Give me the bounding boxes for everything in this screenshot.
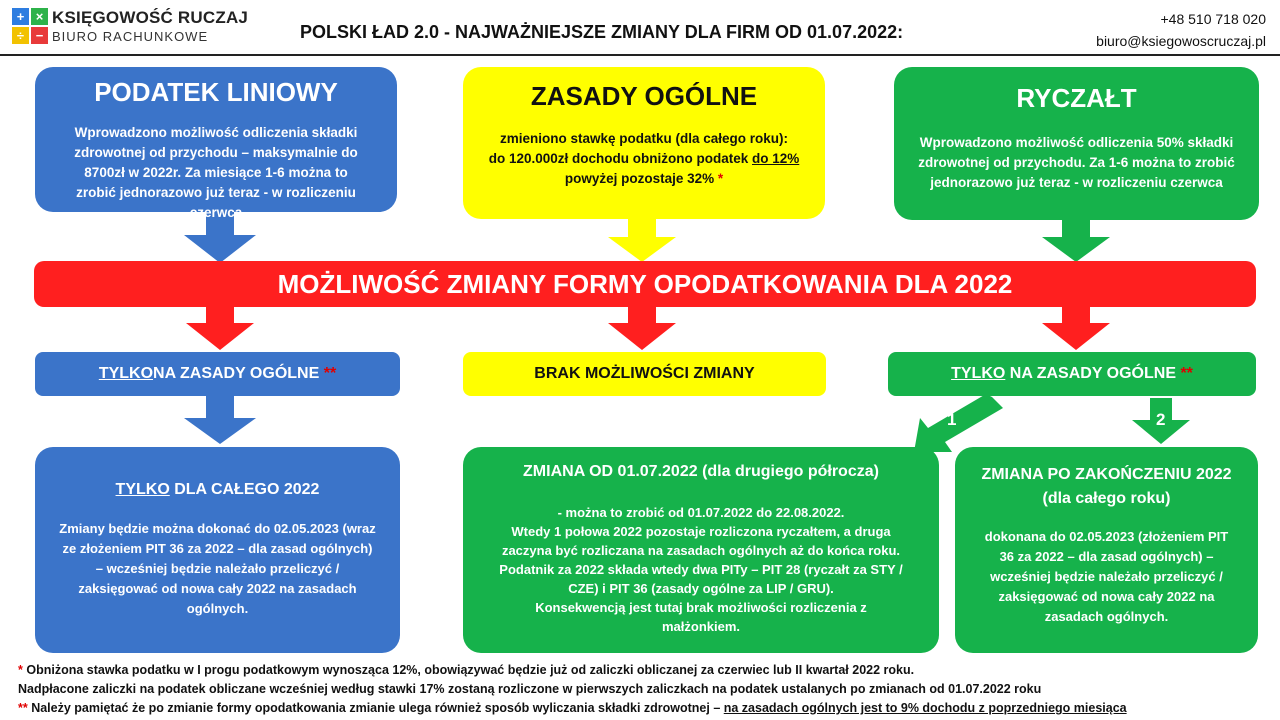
arrow-down-green bbox=[1042, 214, 1110, 262]
box-zmiana-od-lipca bbox=[463, 447, 939, 653]
box-text: Wprowadzono możliwość odliczenia 50% składki zdrowotnej od przychodu. Za 1-6 można to zrobić jednorazowo już teraz - w rozliczeniu czerwca bbox=[918, 135, 1235, 190]
arrow-label-1: 1 bbox=[947, 410, 957, 429]
page-title: POLSKI ŁAD 2.0 - NAJWAŻNIEJSZE ZMIANY DLA FIRM OD 01.07.2022: bbox=[300, 22, 904, 42]
box-zmiana-po-zakonczeniu bbox=[955, 447, 1258, 653]
arrow-down-red-center bbox=[608, 305, 676, 350]
box-title: ZMIANA OD 01.07.2022 (dla drugiego półrocza) bbox=[523, 463, 879, 480]
pill-tylko-zasady-right bbox=[888, 352, 1256, 396]
box-title: ZASADY OGÓLNE bbox=[530, 81, 758, 111]
box-text: dokonana do 02.05.2023 (złożeniem PIT 36 za 2022 – dla zasad ogólnych) – wcześniej będzie należało przeliczyć / zaksięgować od nowa cały 2022 na zasadach ogólnych. bbox=[984, 529, 1229, 624]
box-title: PODATEK LINIOWY bbox=[94, 77, 338, 107]
box-tylko-caly-2022 bbox=[35, 447, 400, 653]
box-zasady-ogolne bbox=[463, 67, 825, 219]
box-line: zaczyna być rozliczana na zasadach ogólnych aż do końca roku. bbox=[501, 543, 901, 558]
minus-icon: − bbox=[31, 27, 48, 44]
multiply-icon: × bbox=[31, 8, 48, 25]
phone-number[interactable]: +48 510 718 020 bbox=[1160, 11, 1266, 27]
box-text: Zmiany będzie można dokonać do 02.05.2023 (wraz ze złożeniem PIT 36 za 2022 – dla zasad ogólnych) – wcześniej będzie należało przeliczyć / zaksięgować od nowa cały 2022 na zasadach ogólnych. bbox=[59, 521, 376, 616]
arrow-down-red-left bbox=[186, 305, 254, 350]
box-line: Wtedy 1 połowa 2022 pozostaje rozliczona ryczałtem, a druga bbox=[511, 524, 891, 539]
double-asterisk: ** bbox=[1180, 365, 1193, 382]
box-podatek-liniowy bbox=[35, 67, 397, 220]
asterisk: * bbox=[717, 171, 724, 186]
email-address[interactable]: biuro@ksiegowoscruczaj.pl bbox=[1096, 33, 1266, 49]
arrow-down-yellow bbox=[608, 215, 676, 262]
pill-text: NA ZASADY OGÓLNE bbox=[153, 365, 324, 382]
arrow-down-blue-lower bbox=[184, 396, 256, 444]
pill-tylko-zasady-left bbox=[35, 352, 400, 396]
box-line: Konsekwencją jest tutaj brak możliwości rozliczenia z bbox=[535, 600, 867, 615]
pill-underlined: TYLKO bbox=[98, 365, 154, 382]
double-asterisk: ** bbox=[323, 365, 337, 382]
plus-icon: + bbox=[12, 8, 29, 25]
box-line: powyżej pozostaje 32% * bbox=[564, 171, 724, 186]
pill-text: NA ZASADY OGÓLNE bbox=[1005, 365, 1181, 382]
box-title: ZMIANA PO ZAKOŃCZENIU 2022 (dla całego roku) bbox=[981, 466, 1232, 507]
footnotes bbox=[18, 661, 1127, 718]
box-line: zmieniono stawkę podatku (dla całego roku): bbox=[499, 131, 789, 146]
pill-underlined: TYLKO bbox=[951, 365, 1006, 382]
box-ryczalt bbox=[894, 67, 1259, 220]
arrow-down-red-right bbox=[1042, 305, 1110, 350]
box-line: - można to zrobić od 01.07.2022 do 22.08.2022. bbox=[557, 505, 845, 520]
box-line: CZE) i PIT 36 (zasady ogólne za LIP / GRU). bbox=[568, 581, 834, 596]
footnote-2: ** Należy pamiętać że po zmianie formy opodatkowania zmianie ulega również sposób wyliczania składki zdrowotnej – na zasadach ogólnych jest to 9% dochodu z poprzedniego miesiąca bbox=[18, 701, 1127, 715]
divide-icon: ÷ bbox=[12, 27, 29, 44]
banner-zmiana-formy: MOŻLIWOŚĆ ZMIANY FORMY OPODATKOWANIA DLA 2022 bbox=[34, 261, 1256, 307]
box-title: TYLKO DLA CAŁEGO 2022 bbox=[115, 481, 320, 498]
box-line: małżonkiem. bbox=[661, 619, 741, 634]
box-lines bbox=[477, 503, 925, 636]
box-text: Wprowadzono możliwość odliczenia składki zdrowotnej od przychodu – maksymalnie do 8700zł w 2022r. Za miesiące 1-6 można to zrobić jednorazowo już teraz - w rozliczeniu czerwca bbox=[74, 125, 358, 220]
pill-brak-mozliwosci: BRAK MOŻLIWOŚCI ZMIANY bbox=[463, 352, 826, 396]
box-line: Podatnik za 2022 składa wtedy dwa PITy – PIT 28 (ryczałt za STY / bbox=[499, 562, 903, 577]
footnote-1-continued: Nadpłacone zaliczki na podatek obliczane wcześniej według stawki 17% zostaną rozliczone w pierwszych zaliczkach na podatek ustalanych po zmianach od 01.07.2022 roku bbox=[18, 682, 1042, 696]
brand-title: KSIĘGOWOŚĆ RUCZAJ bbox=[52, 8, 249, 27]
arrow-label-2: 2 bbox=[1156, 410, 1166, 429]
footnote-1: * Obniżona stawka podatku w I progu podatkowym wynosząca 12%, obowiązywać będzie już od zaliczki obliczanej za czerwiec lub II kwartał 2022 roku. bbox=[18, 663, 915, 677]
brand-subtitle: BIURO RACHUNKOWE bbox=[52, 29, 209, 44]
box-title: RYCZAŁT bbox=[1016, 83, 1137, 113]
arrow-diagonal-green bbox=[914, 394, 1003, 452]
box-line: do 120.000zł dochodu obniżono podatek do 12% bbox=[488, 151, 800, 166]
